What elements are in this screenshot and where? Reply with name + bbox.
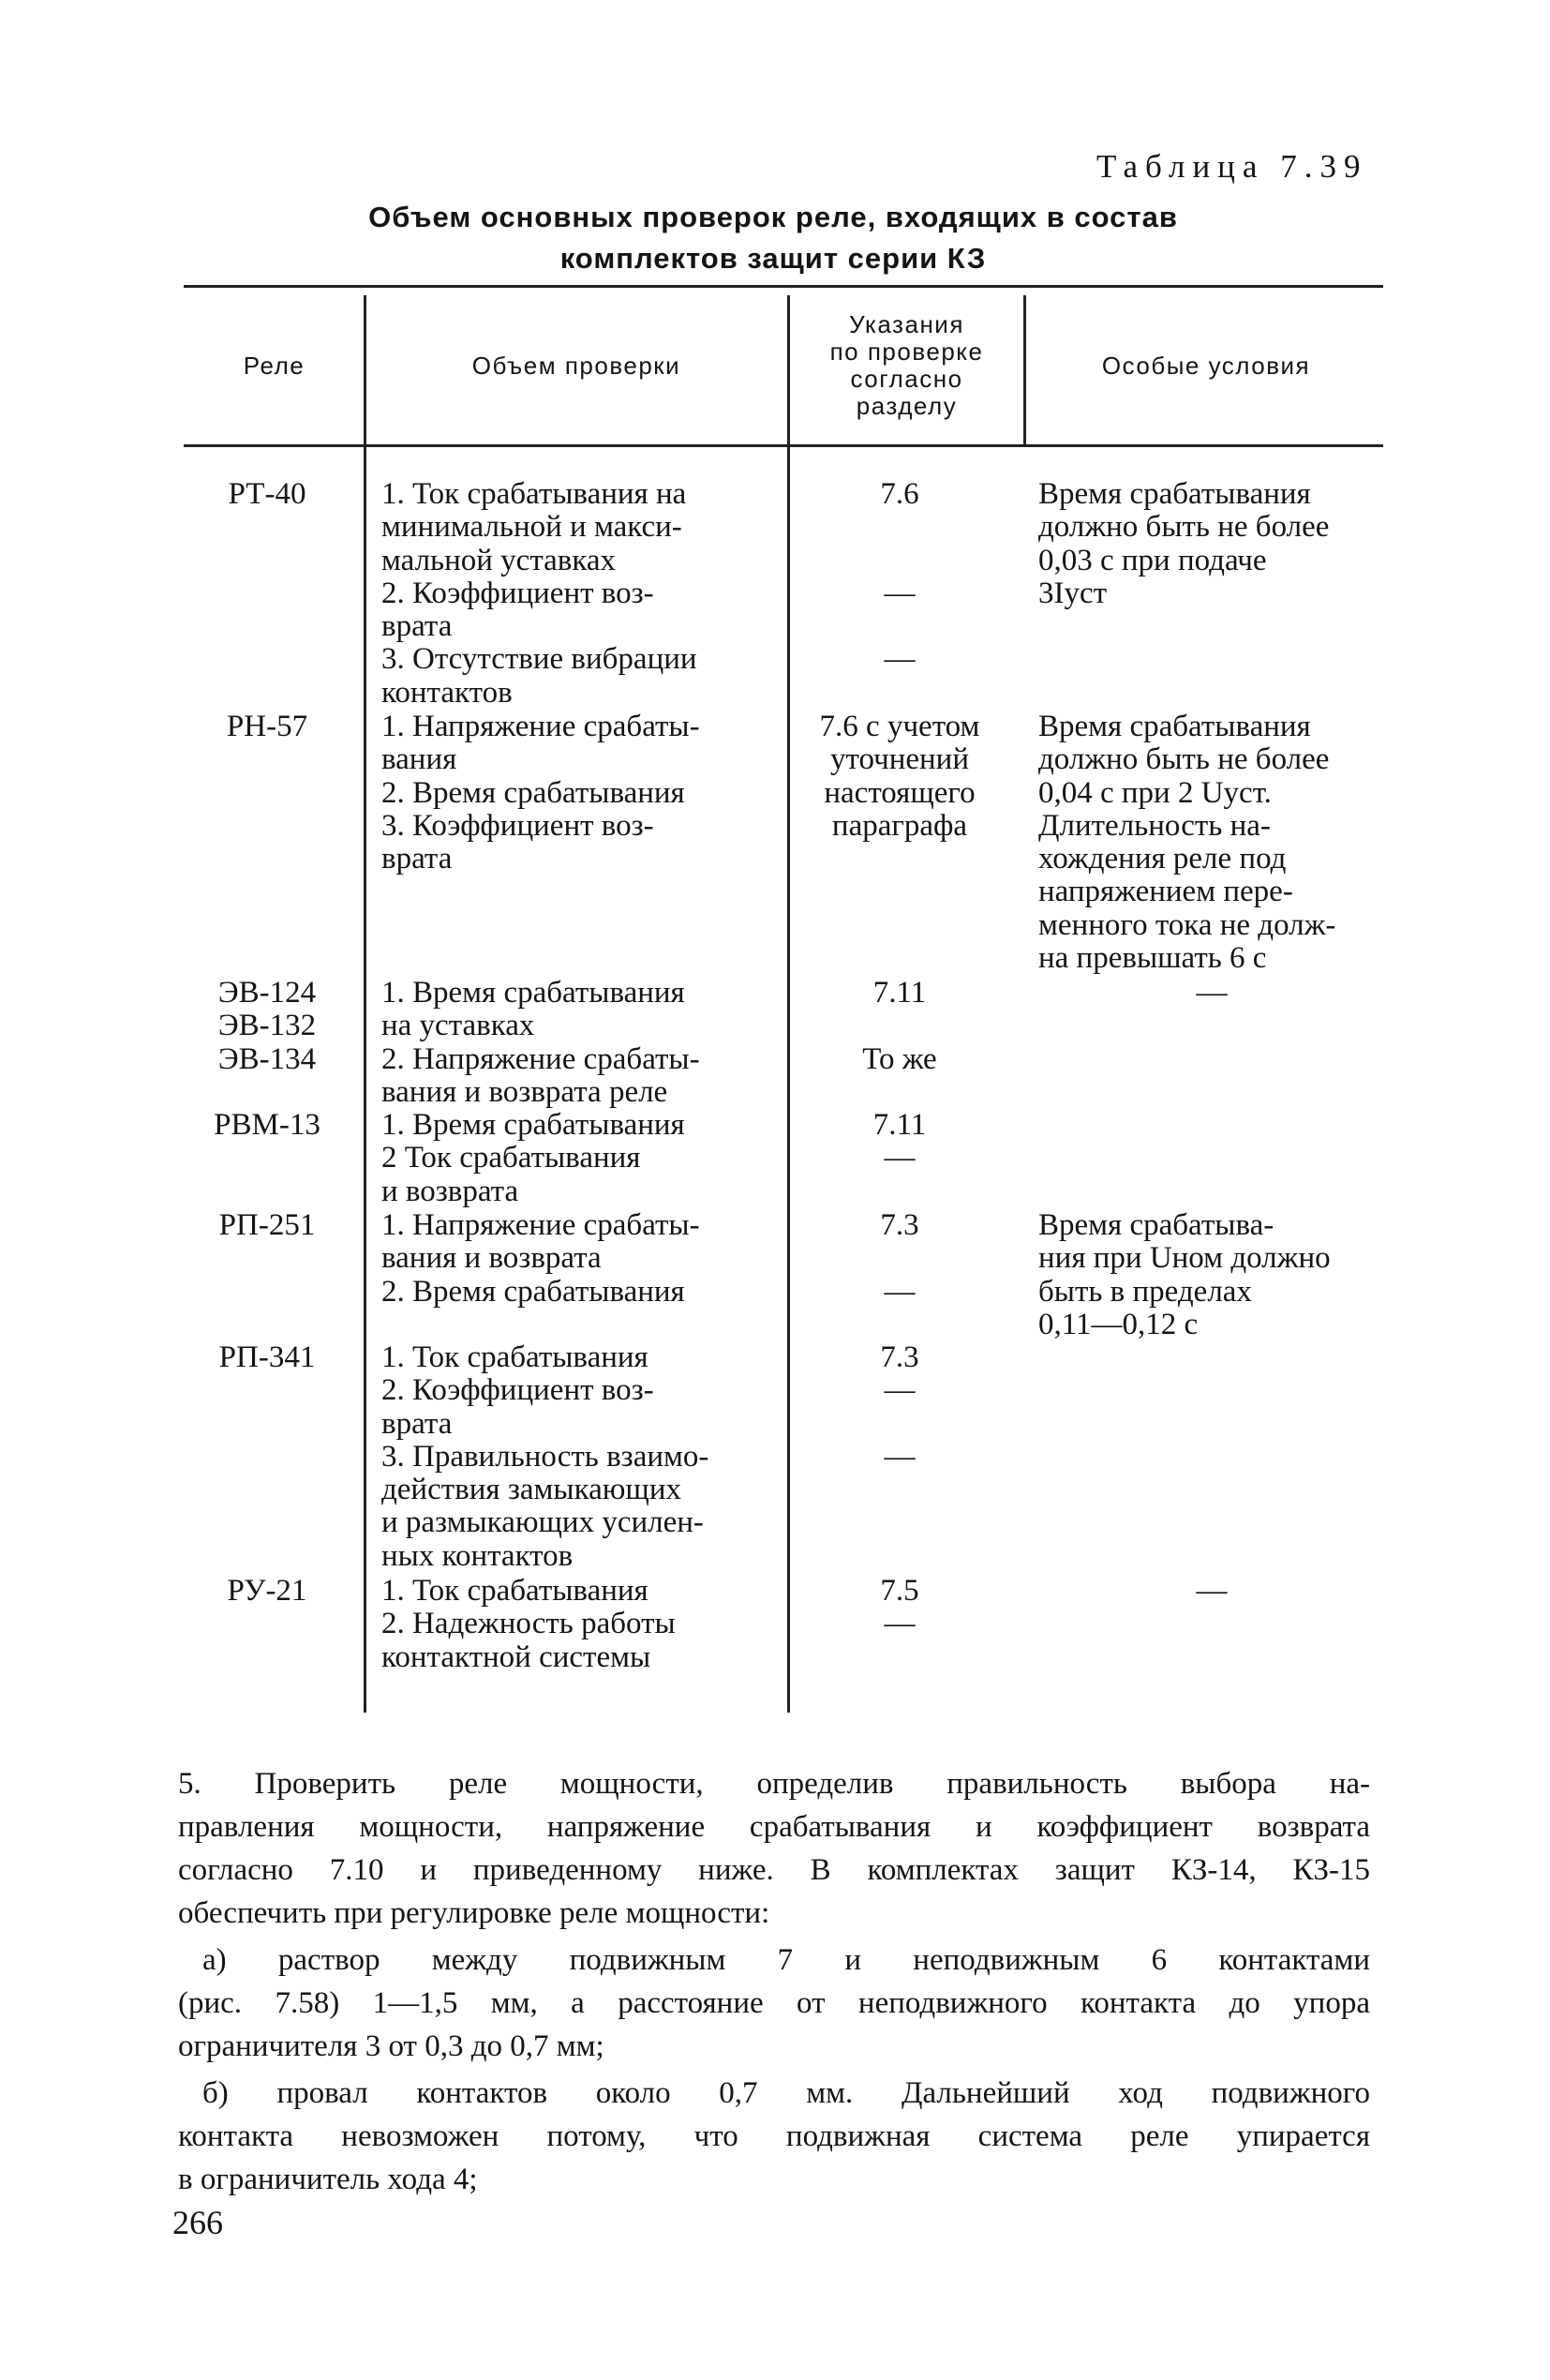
text-line: а) раствор между подвижным 7 и неподвижным 6 контактами xyxy=(202,1943,1370,1977)
text-line: правления мощности, напряжение срабатывания и коэффициент возврата xyxy=(178,1810,1370,1844)
check-scope: 1. Ток срабатывания на минимальной и макси- мальной уставках 2. Коэффициент воз- врата 3. Отсутствие вибрации контактов xyxy=(381,477,697,710)
check-scope: 1. Напряжение срабаты- вания и возврата 2. Время срабатывания xyxy=(381,1208,700,1309)
header-reference: Указания по проверке согласно разделу xyxy=(829,310,984,420)
check-scope: 1. Ток срабатывания 2. Надежность работы контактной системы xyxy=(381,1574,676,1674)
header-conditions: Особые условия xyxy=(1101,351,1311,380)
section-reference: 7.11 — xyxy=(872,1108,927,1175)
header-scope: Объем проверки xyxy=(471,351,681,380)
special-conditions: — xyxy=(1196,976,1228,1010)
column-divider-1 xyxy=(364,295,366,1713)
text-line: контакта невозможен потому, что подвижная система реле упирается xyxy=(178,2119,1370,2153)
section-reference: 7.11 То же xyxy=(862,976,937,1076)
relay-name: ЭВ-124 ЭВ-132 ЭВ-134 xyxy=(217,976,317,1076)
section-reference: 7.3 — — xyxy=(880,1340,919,1474)
check-scope: 1. Напряжение срабаты- вания 2. Время срабатывания 3. Коэффициент воз- врата xyxy=(381,710,700,876)
page-number: 266 xyxy=(172,2204,223,2241)
check-scope: 1. Ток срабатывания 2. Коэффициент воз- врата 3. Правильность взаимо- действия замыкающих и размыкающих усилен- ных контактов xyxy=(381,1340,709,1573)
special-conditions: Время срабатывания должно быть не более 0,04 с при 2 Uуст. Длительность на- хождения реле под напряжением пере- менного тока не долж- на превышать 6 с xyxy=(1038,710,1336,976)
section-reference: 7.6 — — xyxy=(880,477,919,677)
section-reference: 7.6 с учетом уточнений настоящего параграфа xyxy=(819,710,980,843)
column-divider-2 xyxy=(787,295,790,1713)
section-reference: 7.3 — xyxy=(880,1208,919,1309)
text-line: ограничителя 3 от 0,3 до 0,7 мм; xyxy=(178,2029,604,2063)
section-reference: 7.5 — xyxy=(880,1574,919,1641)
paragraph-item-b xyxy=(178,2072,1370,2201)
text-line: в ограничитель хода 4; xyxy=(178,2163,478,2196)
relay-name: РП-251 xyxy=(218,1208,316,1242)
header-relay: Реле xyxy=(243,351,306,380)
special-conditions: — xyxy=(1196,1574,1228,1608)
special-conditions: Время срабатывания должно быть не более 0,03 с при подаче 3Iуст xyxy=(1038,477,1330,610)
relay-name: РУ-21 xyxy=(227,1574,307,1608)
special-conditions: Время срабатыва- ния при Uном должно быть в пределах 0,11—0,12 с xyxy=(1038,1208,1331,1341)
title-line-1: Объем основных проверок реле, входящих в состав xyxy=(368,201,1178,233)
title-line-2: комплектов защит серии КЗ xyxy=(559,242,987,275)
check-scope: 1. Время срабатывания на уставках 2. Напряжение срабаты- вания и возврата реле xyxy=(381,976,700,1109)
check-scope: 1. Время срабатывания 2 Ток срабатывания и возврата xyxy=(381,1108,685,1208)
text-line: обеспечить при регулировке реле мощности: xyxy=(178,1896,770,1930)
relay-name: РВМ-13 xyxy=(214,1108,320,1142)
relay-name: РП-341 xyxy=(218,1340,316,1374)
relay-name: РТ-40 xyxy=(228,477,306,511)
paragraph-power-relay xyxy=(178,1762,1370,1935)
table-title xyxy=(187,197,1359,279)
table-top-rule xyxy=(184,285,1383,288)
text-line: б) провал контактов около 0,7 мм. Дальнейший ход подвижного xyxy=(202,2076,1370,2110)
text-line: согласно 7.10 и приведенному ниже. В комплектах защит КЗ-14, КЗ-15 xyxy=(178,1853,1370,1887)
relay-name: РН-57 xyxy=(226,710,308,743)
table-label: Таблица 7.39 xyxy=(1096,148,1368,185)
text-line: 5. Проверить реле мощности, определив правильность выбора на- xyxy=(178,1767,1370,1801)
paragraph-item-a xyxy=(178,1938,1370,2068)
column-divider-3 xyxy=(1023,295,1026,445)
text-line: (рис. 7.58) 1—1,5 мм, а расстояние от неподвижного контакта до упора xyxy=(178,1986,1370,2020)
